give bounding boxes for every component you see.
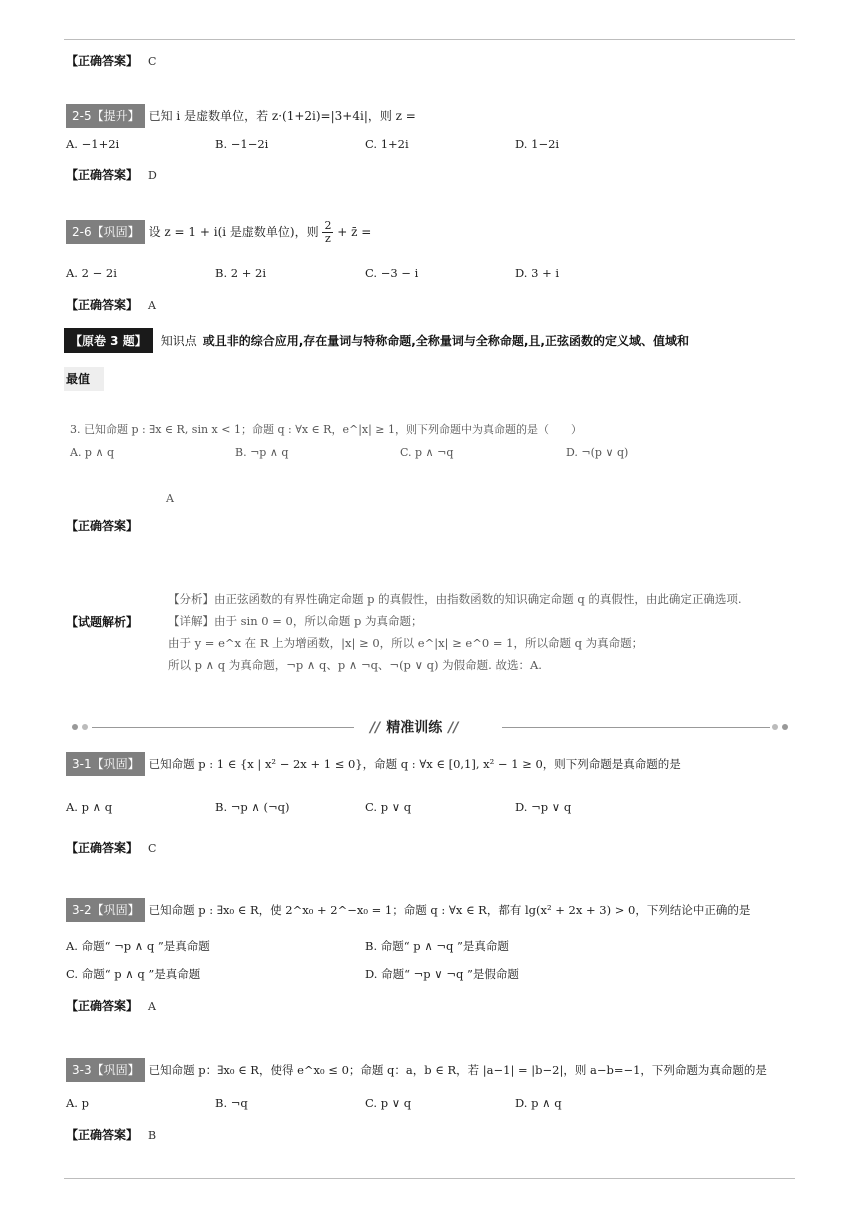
knowledge-point-continued bbox=[64, 370, 104, 387]
answer-label: 【正确答案】 bbox=[66, 519, 139, 533]
option-a: A. 2 − 2i bbox=[66, 266, 117, 280]
option-b: B. 2 + 2i bbox=[215, 266, 267, 280]
analysis-line: 【详解】由于 sin 0 = 0，所以命题 p 为真命题； bbox=[168, 614, 423, 628]
knowledge-point-text: 或且非的综合应用,存在量词与特称命题,全称量词与全称命题,且,正弦函数的定义域、值域和 bbox=[202, 334, 689, 348]
answer-value: A bbox=[148, 299, 156, 312]
answer-row bbox=[66, 50, 156, 69]
section-title bbox=[370, 717, 458, 737]
section-deco-left: // bbox=[370, 720, 381, 736]
option-a: A. p ∧ q bbox=[66, 800, 113, 814]
original-question-tag: 【原卷 3 题】 bbox=[64, 328, 153, 353]
question-stem-end: + z̄ = bbox=[337, 225, 372, 239]
option-c: C. p ∨ q bbox=[365, 800, 412, 814]
question-tag: 3-1【巩固】 bbox=[66, 752, 145, 776]
answer-row bbox=[66, 1124, 156, 1143]
fraction-denominator: z bbox=[325, 232, 331, 245]
option-b: B. ¬q bbox=[215, 1096, 248, 1110]
divider-line-left bbox=[92, 727, 354, 728]
option-d: D. ¬(p ∨ q) bbox=[566, 446, 629, 459]
option-c: C. −3 − i bbox=[365, 266, 419, 280]
option-a: A. p bbox=[66, 1096, 89, 1110]
knowledge-point-label: 知识点 bbox=[160, 334, 197, 348]
fraction-numerator: 2 bbox=[324, 219, 332, 232]
answer-value: D bbox=[148, 169, 157, 182]
question-tag: 2-6【巩固】 bbox=[66, 220, 145, 244]
answer-label: 【正确答案】 bbox=[66, 54, 139, 68]
answer-label: 【正确答案】 bbox=[66, 999, 139, 1013]
answer-row bbox=[66, 294, 156, 313]
option-b: B. ¬p ∧ q bbox=[235, 446, 289, 459]
option-a: A. 命题“ ¬p ∧ q ”是真命题 bbox=[66, 939, 210, 953]
answer-label: 【正确答案】 bbox=[66, 841, 139, 855]
section-deco-right: // bbox=[448, 720, 459, 736]
question-2-5 bbox=[66, 104, 416, 128]
question-3-1 bbox=[66, 752, 681, 776]
divider-line-right bbox=[502, 727, 770, 728]
question-3-2 bbox=[66, 898, 750, 922]
question-stem: 已知命题 p : 1 ∈ {x | x² − 2x + 1 ≤ 0}，命题 q : ∀x ∈ [0,1], x² − 1 ≥ 0，则下列命题是真命题的是 bbox=[148, 757, 681, 771]
option-b: B. −1−2i bbox=[215, 137, 269, 151]
question-stem: 已知 i 是虚数单位，若 z·(1+2i)=|3+4i|，则 z = bbox=[148, 109, 416, 123]
answer-label: 【正确答案】 bbox=[66, 298, 139, 312]
top-rule bbox=[64, 39, 795, 40]
question-stem: 已知命题 p：∃x₀ ∈ R，使得 e^x₀ ≤ 0；命题 q：a，b ∈ R，若 |a−1| = |b−2|，则 a−b=−1，下列命题为真命题的是 bbox=[148, 1063, 767, 1077]
option-a: A. p ∧ q bbox=[70, 446, 115, 459]
answer-row bbox=[66, 837, 156, 856]
bottom-rule bbox=[64, 1178, 795, 1179]
answer-row bbox=[66, 995, 156, 1014]
question-tag: 2-5【提升】 bbox=[66, 104, 145, 128]
original-question-header bbox=[64, 328, 804, 353]
question-stem: 已知命题 p : ∃x₀ ∈ R，使 2^x₀ + 2^−x₀ = 1；命题 q : ∀x ∈ R，都有 lg(x² + 2x + 3) > 0，下列结论中正确的是 bbox=[148, 903, 751, 917]
answer-value: C bbox=[148, 842, 157, 855]
option-c: C. p ∧ ¬q bbox=[400, 446, 454, 459]
option-d: D. 3 + i bbox=[515, 266, 560, 280]
option-a: A. −1+2i bbox=[66, 137, 120, 151]
question-tag: 3-2【巩固】 bbox=[66, 898, 145, 922]
divider-dot bbox=[82, 724, 88, 730]
section-title-text: 精准训练 bbox=[386, 720, 443, 736]
question-3-3 bbox=[66, 1058, 767, 1082]
option-b: B. 命题“ p ∧ ¬q ”是真命题 bbox=[365, 939, 509, 953]
answer-row bbox=[66, 515, 138, 534]
fraction bbox=[322, 220, 333, 245]
analysis-line: 由于 y = e^x 在 R 上为增函数，|x| ≥ 0，所以 e^|x| ≥ e^0 = 1，所以命题 q 为真命题； bbox=[168, 636, 644, 650]
divider-dot bbox=[72, 724, 78, 730]
answer-label: 【正确答案】 bbox=[66, 168, 139, 182]
option-c: C. p ∨ q bbox=[365, 1096, 412, 1110]
answer-value: B bbox=[148, 1129, 157, 1142]
analysis-line: 所以 p ∧ q 为真命题，¬p ∧ q、p ∧ ¬q、¬(p ∨ q) 为假命题. 故选：A. bbox=[168, 658, 542, 672]
answer-value: A bbox=[148, 1000, 156, 1013]
divider-dot bbox=[782, 724, 788, 730]
option-d: D. 1−2i bbox=[515, 137, 560, 151]
analysis-label: 【试题解析】 bbox=[66, 615, 139, 629]
option-d: D. ¬p ∨ q bbox=[515, 800, 572, 814]
question-stem: 设 z = 1 + i(i 是虚数单位)，则 bbox=[148, 225, 319, 239]
option-d: D. p ∧ q bbox=[515, 1096, 562, 1110]
original-question-stem: 3. 已知命题 p : ∃x ∈ R, sin x < 1；命题 q : ∀x ∈ R，e^|x| ≥ 1，则下列命题中为真命题的是（ ） bbox=[70, 423, 583, 436]
option-c: C. 1+2i bbox=[365, 137, 409, 151]
option-c: C. 命题“ p ∧ q ”是真命题 bbox=[66, 967, 201, 981]
analysis-line: 【分析】由正弦函数的有界性确定命题 p 的真假性，由指数函数的知识确定命题 q 的真假性，由此确定正确选项. bbox=[168, 592, 742, 606]
answer-label: 【正确答案】 bbox=[66, 1128, 139, 1142]
question-tag: 3-3【巩固】 bbox=[66, 1058, 145, 1082]
divider-dot bbox=[772, 724, 778, 730]
answer-value: C bbox=[148, 55, 157, 68]
answer-value-scan: A bbox=[166, 492, 174, 505]
knowledge-point-line2: 最值 bbox=[64, 367, 104, 391]
question-2-6 bbox=[66, 220, 371, 245]
option-b: B. ¬p ∧ (¬q) bbox=[215, 800, 290, 814]
answer-row bbox=[66, 164, 157, 183]
analysis-block bbox=[168, 588, 798, 676]
option-d: D. 命题“ ¬p ∨ ¬q ”是假命题 bbox=[365, 967, 519, 981]
